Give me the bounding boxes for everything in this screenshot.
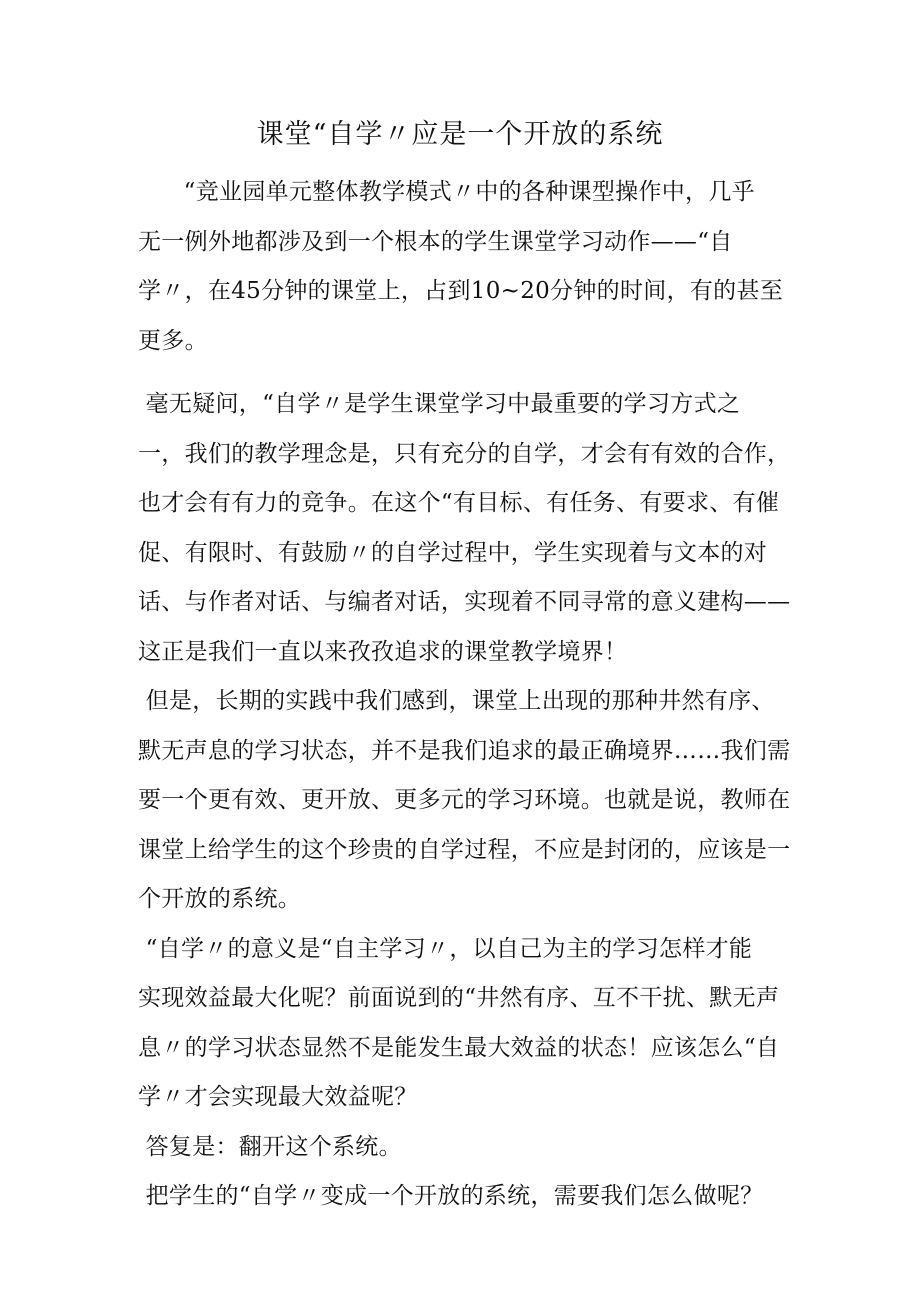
paragraph-6 — [138, 1172, 788, 1222]
text-line: 也才会有有力的竞争。在这个“有目标、有任务、有要求、有催 — [138, 490, 780, 516]
text-line: 息〃的学习状态显然不是能发生最大效益的状态！应该怎么“自 — [138, 1034, 780, 1061]
paragraph-gap — [138, 366, 788, 380]
text-line: 实现效益最大化呢？前面说到的“井然有序、互不干扰、默无声 — [138, 985, 780, 1011]
text-line: 课堂上给学生的这个珍贵的自学过程，不应是封闭的，应该是一 — [138, 836, 791, 863]
text-line: 毫无疑问，“自学〃是学生课堂学习中最重要的学习方式之 — [138, 391, 741, 417]
text-line: 无一例外地都涉及到一个根本的学生课堂学习动作——“自 — [138, 228, 733, 255]
document-title: 课堂“自学〃应是一个开放的系统 — [256, 119, 664, 150]
text-line: 学〃，在45分钟的课堂上，占到10~20分钟的时间，有的甚至 — [138, 278, 784, 304]
text-line: 个开放的系统。 — [138, 886, 302, 912]
paragraph-4 — [138, 925, 788, 1123]
text-line: 要一个更有效、更开放、更多元的学习环境。也就是说，教师在 — [138, 787, 791, 813]
paragraph-2 — [138, 380, 791, 677]
document-body — [138, 168, 791, 1222]
text-line: 话、与作者对话、与编者对话，实现着不同寻常的意义建构—— — [138, 589, 791, 615]
text-line: 学〃才会实现最大效益呢？ — [138, 1084, 418, 1110]
text-line: 但是，长期的实践中我们感到，课堂上出现的那种井然有序、 — [138, 688, 775, 714]
text-line: “竞业园单元整体教学模式〃中的各种课型操作中，几乎 — [138, 179, 755, 205]
text-line: “自学〃的意义是“自主学习〃，以自己为主的学习怎样才能 — [138, 935, 753, 962]
text-line: 一，我们的教学理念是，只有充分的自学，才会有有效的合作， — [138, 440, 791, 467]
text-line: 把学生的“自学〃变成一个开放的系统，需要我们怎么做呢？ — [138, 1183, 764, 1209]
paragraph-3 — [138, 677, 791, 925]
paragraph-1 — [138, 168, 788, 366]
paragraph-5 — [138, 1123, 788, 1173]
text-line: 促、有限时、有鼓励〃的自学过程中，学生实现着与文本的对 — [138, 539, 768, 566]
text-line: 默无声息的学习状态，并不是我们追求的最正确境界……我们需 — [138, 737, 791, 764]
text-line: 这正是我们一直以来孜孜追求的课堂教学境界！ — [138, 638, 628, 665]
text-line: 答复是：翻开这个系统。 — [138, 1133, 402, 1160]
text-line: 更多。 — [138, 327, 208, 354]
